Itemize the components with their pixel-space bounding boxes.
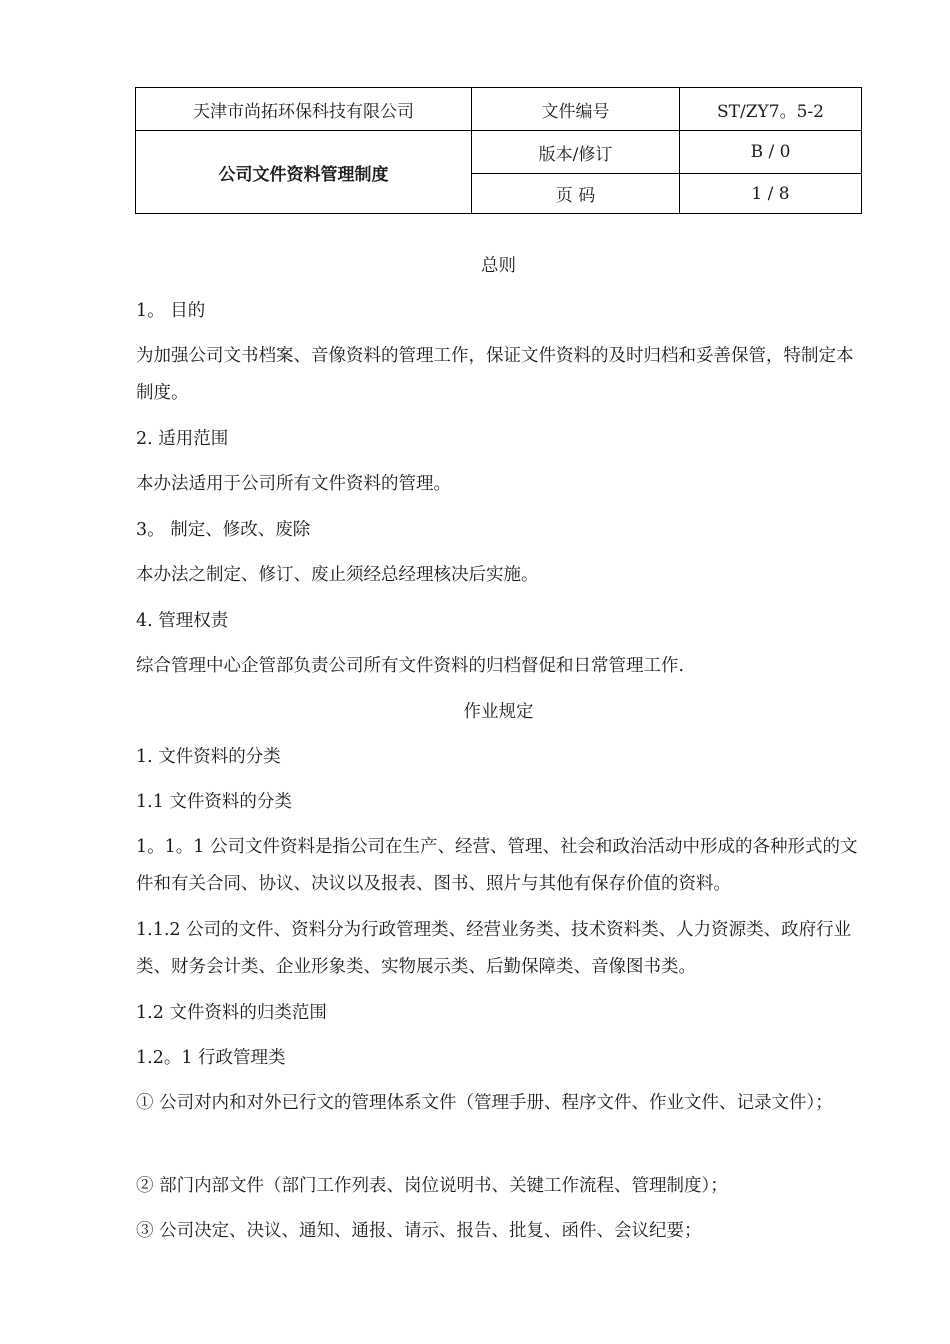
ops-1-2-1-title: 1.2。1 行政管理类 <box>136 1048 286 1068</box>
ops-1-1-title: 1.1 文件资料的分类 <box>136 792 292 812</box>
version-value: B / 0 <box>680 131 862 174</box>
ops-1-1-2-text: 1.1.2 公司的文件、资料分为行政管理类、经营业务类、技术资料类、人力资源类、政府行业类、财务会计类、企业形象类、实物展示类、后勤保障类、音像图书类。 <box>136 920 852 977</box>
section-1-text: 为加强公司文书档案、音像资料的管理工作，保证文件资料的及时归档和妥善保管，特制定本制度。 <box>136 346 854 403</box>
version-label: 版本/修订 <box>472 131 680 174</box>
ops-1-2-title: 1.2 文件资料的归类范围 <box>136 1003 327 1023</box>
document-header-table <box>135 87 862 214</box>
page-value: 1 / 8 <box>680 174 862 214</box>
company-name: 天津市尚拓环保科技有限公司 <box>136 88 472 131</box>
section-2-text: 本办法适用于公司所有文件资料的管理。 <box>136 474 451 494</box>
section-3-text: 本办法之制定、修订、废止须经总经理核决后实施。 <box>136 565 539 585</box>
ops-1-title: 1. 文件资料的分类 <box>136 747 281 767</box>
section-4-title: 4. 管理权责 <box>136 611 229 631</box>
section-2-title: 2. 适用范围 <box>136 429 229 449</box>
section-3-title: 3。 制定、修改、废除 <box>136 520 311 540</box>
page-label: 页 码 <box>472 174 680 214</box>
document-title: 公司文件资料管理制度 <box>136 131 472 214</box>
section-1-title: 1。 目的 <box>136 301 206 321</box>
list-item-3: ③ 公司决定、决议、通知、通报、请示、报告、批复、函件、会议纪要； <box>136 1221 702 1241</box>
section-4-text: 综合管理中心企管部负责公司所有文件资料的归档督促和日常管理工作. <box>136 656 685 676</box>
ops-1-1-1-text: 1。1。1 公司文件资料是指公司在生产、经营、管理、社会和政治活动中形成的各种形式的文件和有关合同、协议、决议以及报表、图书、照片与其他有保存价值的资料。 <box>136 837 858 894</box>
doc-number-value: ST/ZY7。5-2 <box>680 88 862 131</box>
list-item-2: ② 部门内部文件（部门工作列表、岗位说明书、关键工作流程、管理制度）； <box>136 1176 728 1196</box>
list-item-1: ① 公司对内和对外已行文的管理体系文件（管理手册、程序文件、作业文件、记录文件）； <box>136 1093 833 1113</box>
general-heading: 总则 <box>481 256 516 276</box>
operations-heading: 作业规定 <box>463 702 534 722</box>
doc-number-label: 文件编号 <box>472 88 680 131</box>
